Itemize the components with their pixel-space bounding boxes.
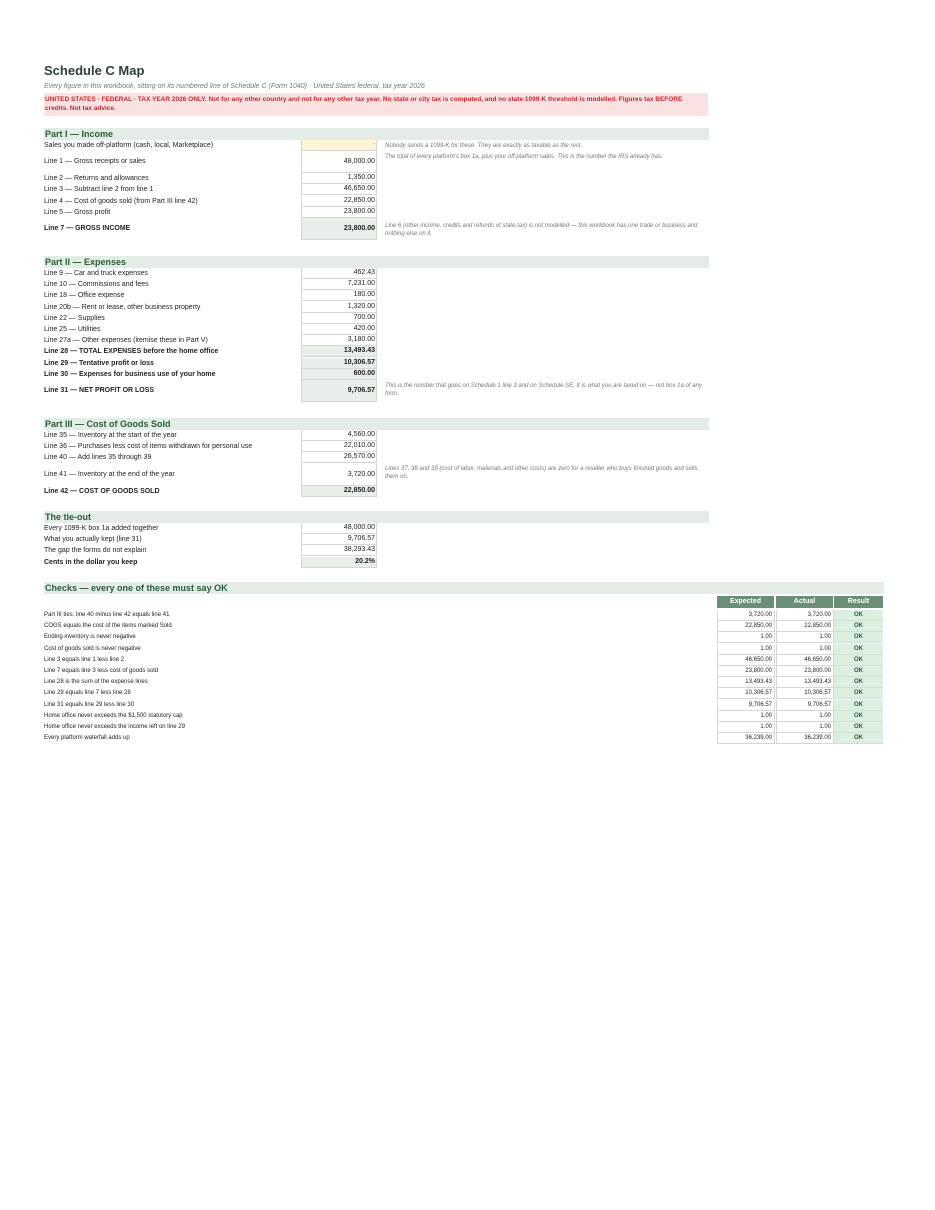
check-label: Every platform waterfall adds up	[44, 735, 130, 742]
line-label: Cents in the dollar you keep	[44, 558, 138, 566]
table-row	[44, 346, 892, 357]
line-label: Line 40 — Add lines 35 through 39	[44, 454, 152, 462]
line-label: Line 3 — Subtract line 2 from line 1	[44, 186, 154, 194]
line-label: Line 22 — Supplies	[44, 314, 105, 322]
check-expected: 13,493.43	[717, 677, 775, 688]
line-value: 9,706.57	[301, 534, 377, 545]
check-expected: 1.00	[717, 644, 775, 655]
table-row	[44, 313, 892, 324]
table-row	[44, 430, 892, 441]
check-result-badge: OK	[834, 700, 883, 711]
table-row	[44, 545, 892, 556]
line-value: 462.43	[301, 268, 377, 279]
check-label: Line 29 equals line 7 less line 28	[44, 690, 131, 697]
check-label: Line 3 equals line 1 less line 2	[44, 656, 125, 663]
check-result-badge: OK	[834, 666, 883, 677]
table-row	[44, 324, 892, 335]
check-row	[44, 666, 892, 677]
line-label: Line 31 — NET PROFIT OR LOSS	[44, 386, 155, 394]
check-row	[44, 700, 892, 711]
table-row	[44, 302, 892, 313]
check-result-badge: OK	[834, 644, 883, 655]
line-label: The gap the forms do not explain	[44, 547, 147, 555]
table-row	[44, 290, 892, 301]
check-result-badge: OK	[834, 621, 883, 632]
tie-out	[44, 511, 892, 568]
line-value: 46,650.00	[301, 184, 377, 195]
line-label: Line 4 — Cost of goods sold (from Part III line 42)	[44, 197, 198, 205]
note: The total of every platform's box 1a, plus your off-platform sales. This is the number the IRS already has.	[385, 154, 663, 160]
line-label: Line 25 — Utilities	[44, 325, 101, 333]
section-heading: Part II — Expenses	[44, 256, 709, 268]
line-value: 7,231.00	[301, 279, 377, 290]
check-row	[44, 655, 892, 666]
line-label: Line 36 — Purchases less cost of items withdrawn for personal use	[44, 443, 253, 451]
check-expected: 3,720.00	[717, 610, 775, 621]
line-value: 700.00	[301, 313, 377, 324]
line-label: Line 28 — TOTAL EXPENSES before the home office	[44, 348, 219, 356]
check-row	[44, 711, 892, 722]
line-label: Every 1099-K box 1a added together	[44, 525, 159, 532]
line-label: Line 1 — Gross receipts or sales	[44, 158, 146, 166]
check-row	[44, 621, 892, 632]
check-label: Ending inventory is never negative	[44, 634, 136, 641]
jurisdiction-banner: UNITED STATES · FEDERAL · TAX YEAR 2026 ONLY. Not for any other country and not for any other tax year. No state or city tax is computed, and no state 1099-K threshold is modelled. Figures tax BEFORE credits. Not tax advice.	[44, 93, 708, 116]
table-row	[44, 557, 892, 568]
column-header-actual: Actual	[776, 596, 833, 608]
check-row	[44, 632, 892, 643]
check-actual: 46,650.00	[776, 655, 834, 666]
line-value: 3,180.00	[301, 335, 377, 346]
check-actual: 1.00	[776, 711, 834, 722]
line-value: 4,560.00	[301, 430, 377, 441]
check-label: Cost of goods sold is never negative	[44, 645, 141, 652]
table-row	[44, 173, 892, 184]
check-row	[44, 677, 892, 688]
check-label: Part III ties: line 40 minus line 42 equals line 41	[44, 612, 170, 618]
line-value: 600.00	[301, 369, 377, 380]
line-value: 1,320.00	[301, 302, 377, 313]
check-expected: 10,306.57	[717, 688, 775, 699]
part-3-cogs	[44, 418, 892, 497]
check-label: COGS equals the cost of the items marked Sold	[44, 623, 172, 630]
line-value: 23,800.00	[301, 207, 377, 218]
line-label: Line 30 — Expenses for business use of your home	[44, 370, 216, 378]
note: This is the number that goes on Schedule 1 line 3 and on Schedule SE. It is what you are taxed on — not box 1a of any form.	[385, 383, 702, 397]
check-result-badge: OK	[834, 733, 883, 744]
table-row	[44, 523, 892, 534]
check-actual: 23,800.00	[776, 666, 834, 677]
check-result-badge: OK	[834, 632, 883, 643]
check-expected: 1.00	[717, 711, 775, 722]
line-value: 23,800.00	[301, 218, 377, 240]
check-actual: 1.00	[776, 644, 834, 655]
check-actual: 13,493.43	[776, 677, 834, 688]
line-value: 13,493.43	[301, 346, 377, 357]
table-row	[44, 279, 892, 290]
line-value: 26,570.00	[301, 452, 377, 463]
check-result-badge: OK	[834, 610, 883, 621]
line-label: Line 27a — Other expenses (itemise these in Part V)	[44, 337, 208, 345]
line-label: Line 41 — Inventory at the end of the year	[44, 470, 175, 478]
page-title: Schedule C Map	[44, 63, 145, 78]
check-expected: 46,650.00	[717, 655, 775, 666]
check-label: Line 7 equals line 3 less cost of goods sold	[44, 668, 159, 674]
table-row	[44, 534, 892, 545]
line-label: Line 9 — Car and truck expenses	[44, 270, 148, 277]
check-actual: 10,306.57	[776, 688, 834, 699]
table-row	[44, 335, 892, 346]
table-row	[44, 452, 892, 463]
table-row	[44, 441, 892, 452]
table-row	[44, 196, 892, 207]
check-label: Line 31 equals line 29 less line 30	[44, 701, 135, 708]
section-heading: Checks — every one of these must say OK	[44, 582, 884, 594]
table-row	[44, 268, 892, 279]
check-expected: 23,800.00	[717, 666, 775, 677]
line-value: 38,293.43	[301, 545, 377, 556]
line-label: Sales you made off-platform (cash, local, Marketplace)	[44, 142, 214, 149]
off-platform-sales-input[interactable]: -	[301, 140, 377, 151]
line-value: 1,350.00	[301, 173, 377, 184]
line-value: 10,306.57	[301, 358, 377, 369]
line-label: Line 18 — Office expense	[44, 292, 125, 300]
note: Line 6 (other income, credits and refunds of state tax) is not modelled — this workbook has one trade or business and nothing else on it.	[385, 223, 698, 237]
check-actual: 36,239.00	[776, 733, 834, 744]
line-value: 22,850.00	[301, 486, 377, 497]
check-label: Home office never exceeds the $1,500 statutory cap	[44, 712, 183, 719]
check-actual: 1.00	[776, 632, 834, 643]
line-label: Line 10 — Commissions and fees	[44, 281, 149, 289]
line-value: 22,010.00	[301, 441, 377, 452]
line-label: Line 29 — Tentative profit or loss	[44, 359, 154, 367]
check-result-badge: OK	[834, 655, 883, 666]
line-value: 20.2%	[301, 557, 377, 568]
line-value: 48,000.00	[301, 151, 377, 173]
section-heading: Part III — Cost of Goods Sold	[44, 418, 709, 430]
check-result-badge: OK	[834, 722, 883, 733]
check-result-badge: OK	[834, 711, 883, 722]
check-result-badge: OK	[834, 688, 883, 699]
check-actual: 3,720.00	[776, 610, 834, 621]
line-label: Line 42 — COST OF GOODS SOLD	[44, 487, 160, 495]
part-1-income	[44, 128, 892, 240]
check-row	[44, 688, 892, 699]
table-row	[44, 207, 892, 218]
check-row	[44, 722, 892, 733]
check-label: Home office never exceeds the income left on line 29	[44, 724, 185, 730]
line-label: Line 20b — Rent or lease, other business property	[44, 303, 201, 311]
column-header-expected: Expected	[717, 596, 774, 608]
check-expected: 22,850.00	[717, 621, 775, 632]
check-expected: 1.00	[717, 632, 775, 643]
table-row	[44, 369, 892, 380]
line-value: 3,720.00	[301, 464, 377, 486]
check-row	[44, 610, 892, 621]
check-actual: 1.00	[776, 722, 834, 733]
part-2-expenses	[44, 256, 892, 402]
check-actual: 9,706.57	[776, 700, 834, 711]
page-subtitle: Every figure in this workbook, sitting on its numbered line of Schedule C (Form 1040) · United States federal, tax year 2026	[44, 83, 425, 90]
checks-section	[44, 582, 892, 742]
line-value: 180.00	[301, 290, 377, 301]
line-label: Line 7 — GROSS INCOME	[44, 224, 131, 232]
check-actual: 22,850.00	[776, 621, 834, 632]
line-value: 420.00	[301, 324, 377, 335]
check-row	[44, 733, 892, 744]
table-row	[44, 358, 892, 369]
note: Lines 37, 38 and 39 (cost of labor, materials and other costs) are zero for a reseller who buys finished goods and sells them on.	[385, 466, 698, 480]
line-label: Line 2 — Returns and allowances	[44, 175, 149, 183]
section-heading: Part I — Income	[44, 128, 709, 140]
line-label: Line 5 — Gross profit	[44, 208, 111, 216]
column-header-result: Result	[834, 596, 883, 608]
check-expected: 9,706.57	[717, 700, 775, 711]
line-label: What you actually kept (line 31)	[44, 536, 142, 544]
note: Nobody sends a 1099-K for these. They are exactly as taxable as the rest.	[385, 143, 583, 149]
check-row	[44, 644, 892, 655]
check-expected: 1.00	[717, 722, 775, 733]
table-row	[44, 184, 892, 195]
line-value: 22,850.00	[301, 196, 377, 207]
line-value: 9,706.57	[301, 380, 377, 402]
check-expected: 36,239.00	[717, 733, 775, 744]
section-heading: The tie-out	[44, 511, 709, 523]
line-value: 48,000.00	[301, 523, 377, 534]
check-result-badge: OK	[834, 677, 883, 688]
check-label: Line 28 is the sum of the expense lines	[44, 679, 148, 686]
table-row	[44, 486, 892, 497]
line-label: Line 35 — Inventory at the start of the year	[44, 432, 177, 439]
